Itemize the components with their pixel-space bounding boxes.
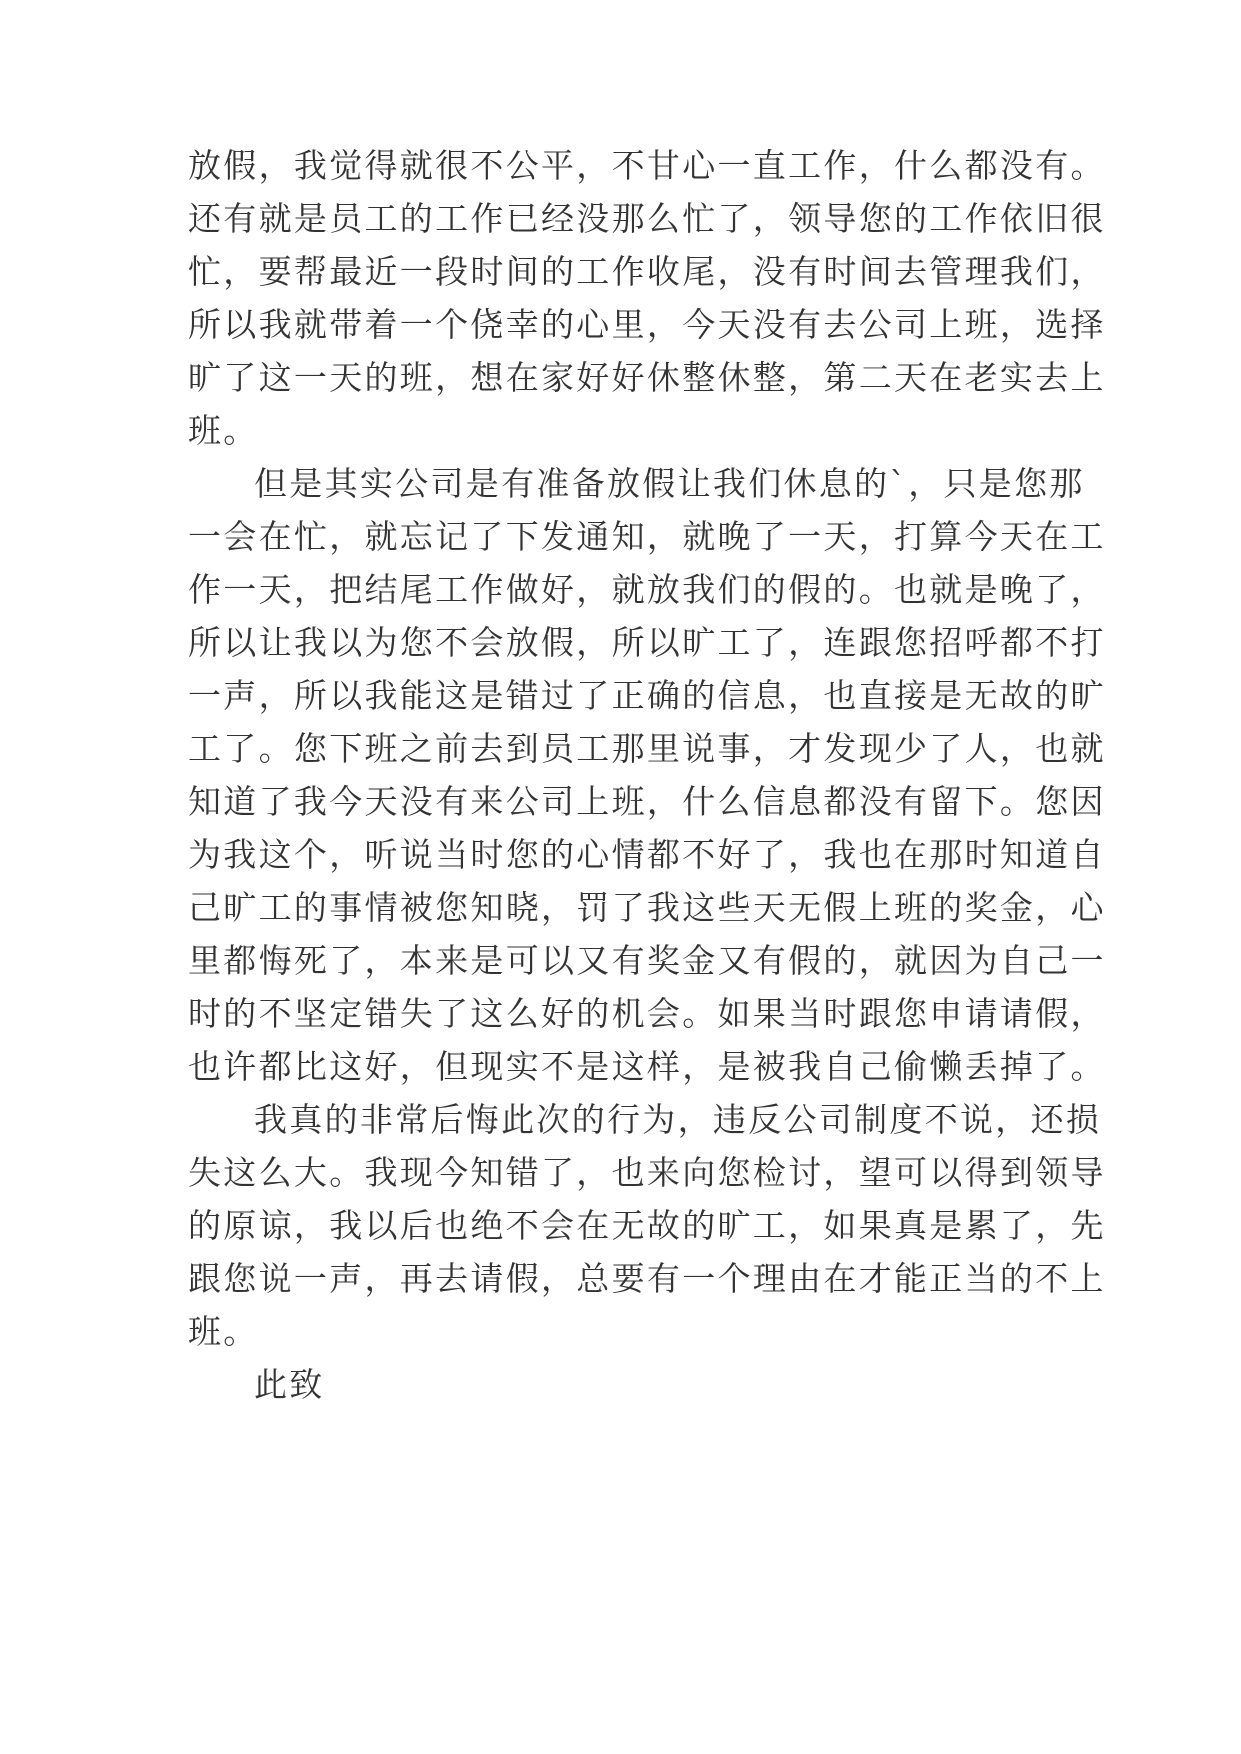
text-line: 班。 (188, 1312, 259, 1351)
text-line: 的原谅，我以后也绝不会在无故的旷工，如果真是累了，先 (188, 1206, 1106, 1245)
text-line: 时的不坚定错失了这么好的机会。如果当时跟您申请请假， (188, 994, 1106, 1033)
text-line: 工了。您下班之前去到员工那里说事，才发现少了人，也就 (188, 729, 1106, 768)
text-line: 放假，我觉得就很不公平，不甘心一直工作，什么都没有。 (188, 146, 1106, 185)
text-line: 一会在忙，就忘记了下发通知，就晚了一天，打算今天在工 (188, 517, 1106, 556)
text-line: 但是其实公司是有准备放假让我们休息的`，只是您那 (254, 464, 1085, 503)
text-line: 知道了我今天没有来公司上班，什么信息都没有留下。您因 (188, 782, 1106, 821)
text-line: 己旷工的事情被您知晓，罚了我这些天无假上班的奖金，心 (188, 888, 1106, 927)
closing-salutation: 此致 (254, 1365, 325, 1404)
text-line: 里都悔死了，本来是可以又有奖金又有假的，就因为自己一 (188, 941, 1106, 980)
text-line: 所以我就带着一个侥幸的心里，今天没有去公司上班，选择 (188, 305, 1106, 344)
text-line: 也许都比这好，但现实不是这样，是被我自己偷懒丢掉了。 (188, 1047, 1106, 1086)
text-line: 一声，所以我能这是错过了正确的信息，也直接是无故的旷 (188, 676, 1106, 715)
text-line: 跟您说一声，再去请假，总要有一个理由在才能正当的不上 (188, 1259, 1106, 1298)
text-line: 作一天，把结尾工作做好，就放我们的假的。也就是晚了， (188, 570, 1106, 609)
text-line: 还有就是员工的工作已经没那么忙了，领导您的工作依旧很 (188, 199, 1106, 238)
text-line: 所以让我以为您不会放假，所以旷工了，连跟您招呼都不打 (188, 623, 1106, 662)
text-line: 我真的非常后悔此次的行为，违反公司制度不说，还损 (254, 1100, 1102, 1139)
text-line: 班。 (188, 411, 259, 450)
text-line: 为我这个，听说当时您的心情都不好了，我也在那时知道自 (188, 835, 1106, 874)
text-line: 旷了这一天的班，想在家好好休整休整，第二天在老实去上 (188, 358, 1106, 397)
text-line: 忙，要帮最近一段时间的工作收尾，没有时间去管理我们， (188, 252, 1106, 291)
text-line: 失这么大。我现今知错了，也来向您检讨，望可以得到领导 (188, 1153, 1106, 1192)
